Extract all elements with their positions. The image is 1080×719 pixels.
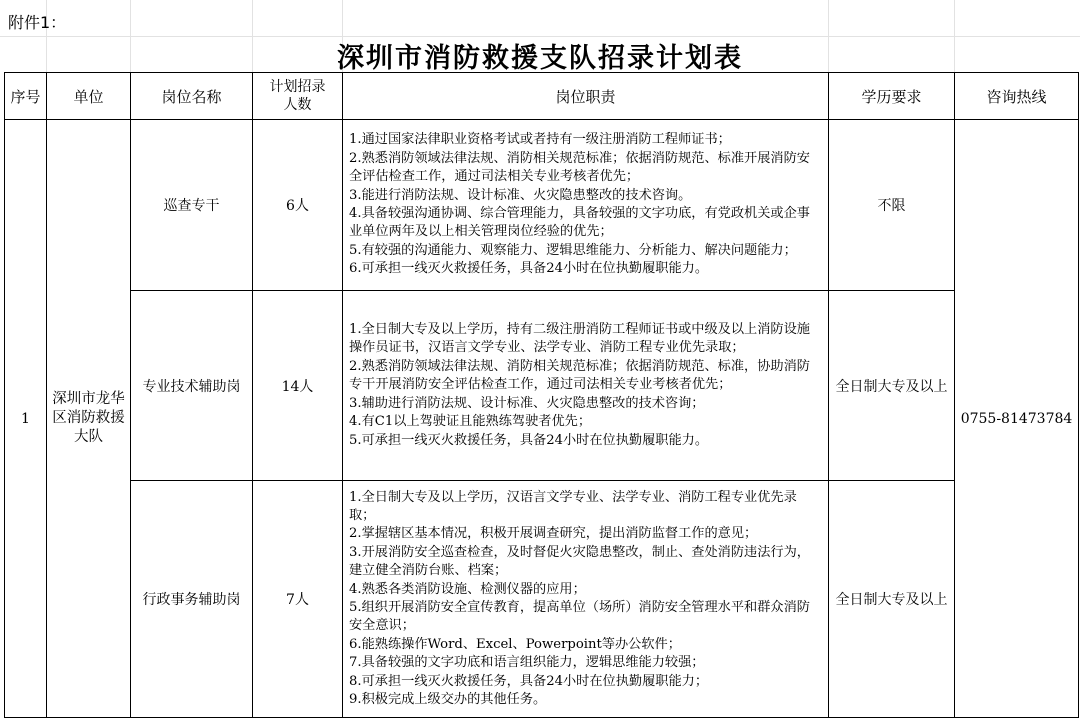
header-count-line2: 人数 — [283, 97, 312, 113]
duty-item: 1.全日制大专及以上学历，持有二级注册消防工程师证书或中级及以上消防设施操作员证书，汉语言文学专业、法学专业、消防工程专业优先录取； — [349, 322, 810, 356]
duty-item: 7.具备较强的文字功底和语言组织能力，逻辑思维能力较强； — [349, 655, 705, 671]
duty-item: 5.组织开展消防安全宣传教育，提高单位（场所）消防安全管理水平和群众消防安全意识； — [349, 600, 810, 634]
header-education: 学历要求 — [829, 73, 955, 120]
seq-cell: 1 — [5, 120, 47, 718]
duty-item: 9.积极完成上级交办的其他任务。 — [349, 692, 547, 708]
header-count — [253, 73, 343, 120]
table-row — [5, 481, 1079, 718]
education-cell: 全日制大专及以上 — [829, 481, 955, 718]
unit-line: 深圳市龙华 — [52, 391, 125, 407]
duty-item: 5.有较强的沟通能力、观察能力、逻辑思维能力、分析能力、解决问题能力； — [349, 242, 797, 258]
page-title: 深圳市消防救援支队招录计划表 — [337, 43, 743, 74]
hotline-cell: 0755-81473784 — [955, 120, 1079, 718]
duty-item: 6.可承担一线灭火救援任务，具备24小时在位执勤履职能力。 — [349, 261, 709, 277]
duty-item: 1.全日制大专及以上学历，汉语言文学专业、法学专业、消防工程专业优先录取； — [349, 489, 797, 523]
count-cell: 14人 — [253, 291, 343, 481]
unit-cell — [47, 120, 131, 718]
duty-item: 3.辅助进行消防法规、设计标准、火灾隐患整改的技术咨询； — [349, 395, 705, 411]
duties-cell — [343, 481, 829, 718]
duty-item: 3.开展消防安全巡查检查，及时督促火灾隐患整改，制止、查处消防违法行为，建立健全消防台账、档案； — [349, 544, 810, 579]
duty-item: 2.熟悉消防领域法律法规、消防相关规范标准；依据消防规范、标准开展消防安全评估检查工作，通过司法相关专业考核者优先； — [349, 150, 810, 185]
count-cell: 6人 — [253, 120, 343, 291]
unit-line: 大队 — [74, 429, 103, 445]
duty-item: 4.有C1以上驾驶证且能熟练驾驶者优先； — [349, 414, 592, 430]
header-seq: 序号 — [5, 73, 47, 120]
duty-item: 4.具备较强沟通协调、综合管理能力，具备较强的文字功底，有党政机关或企事业单位两年及以上相关管理岗位经验的优先； — [349, 206, 810, 240]
education-cell: 不限 — [829, 120, 955, 291]
duty-item: 4.熟悉各类消防设施、检测仪器的应用； — [349, 581, 586, 597]
duties-cell — [343, 291, 829, 481]
header-unit: 单位 — [47, 73, 131, 120]
header-position: 岗位名称 — [131, 73, 253, 120]
duty-item: 2.熟悉消防领域法律法规、消防相关规范标准；依据消防规范、标准，协助消防专干开展消防安全评估检查工作，通过司法相关专业考核者优先； — [349, 358, 810, 393]
count-cell: 7人 — [253, 481, 343, 718]
position-cell: 行政事务辅助岗 — [131, 481, 253, 718]
duty-item: 1.通过国家法律职业资格考试或者持有一级注册消防工程师证书； — [349, 132, 731, 148]
duty-item: 5.可承担一线灭火救援任务，具备24小时在位执勤履职能力。 — [349, 432, 709, 448]
unit-line: 区消防救援 — [52, 410, 125, 426]
position-cell: 专业技术辅助岗 — [131, 291, 253, 481]
duty-item: 2.掌握辖区基本情况，积极开展调查研究，提出消防监督工作的意见； — [349, 526, 758, 542]
duties-cell — [343, 120, 829, 291]
header-duties: 岗位职责 — [343, 73, 829, 120]
header-count-line1: 计划招录 — [269, 79, 326, 95]
header-hotline: 咨询热线 — [955, 73, 1079, 120]
header-row — [5, 73, 1079, 120]
duty-item: 8.可承担一线灭火救援任务，具备24小时在位执勤履职能力； — [349, 673, 709, 689]
duty-item: 3.能进行消防法规、设计标准、火灾隐患整改的技术咨询。 — [349, 187, 692, 203]
position-cell: 巡查专干 — [131, 120, 253, 291]
table-row — [5, 120, 1079, 291]
annex-label: 附件1： — [8, 13, 67, 32]
duty-item: 6.能熟练操作Word、Excel、Powerpoint等办公软件； — [349, 636, 681, 652]
table-row — [5, 291, 1079, 481]
education-cell: 全日制大专及以上 — [829, 291, 955, 481]
recruitment-plan-table — [4, 72, 1079, 718]
